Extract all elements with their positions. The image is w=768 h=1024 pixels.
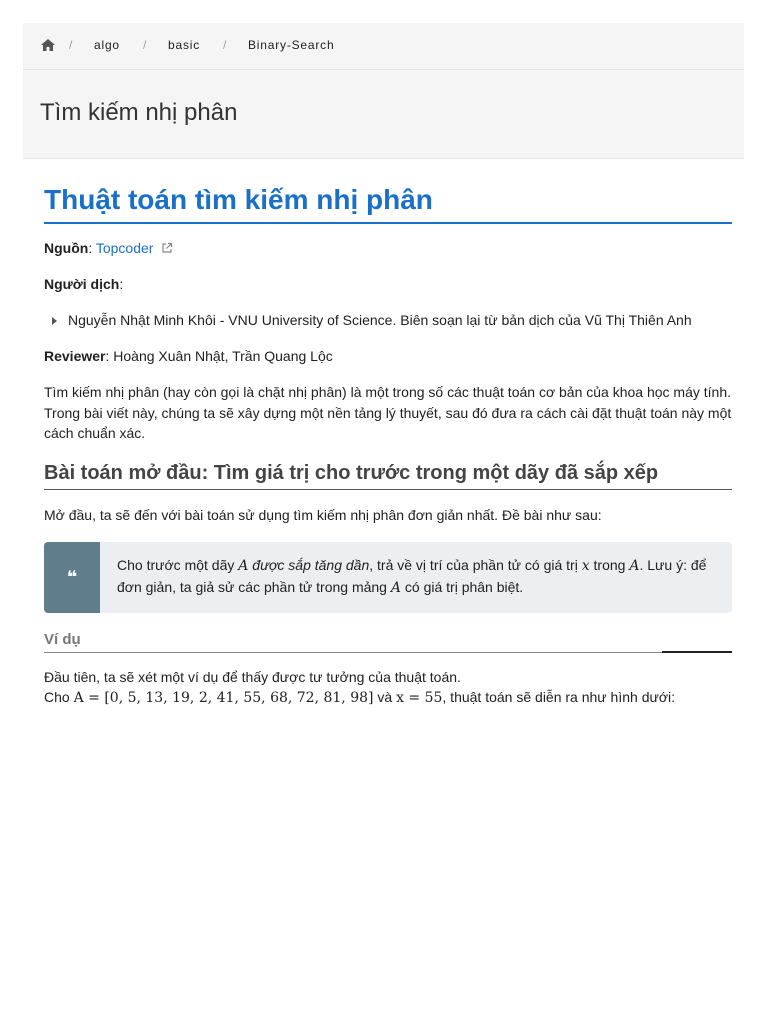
breadcrumb-separator: / xyxy=(69,38,74,52)
source-line: Nguồn: Topcoder xyxy=(44,238,173,258)
reviewer-line xyxy=(44,346,333,366)
article-title: Thuật toán tìm kiếm nhị phân xyxy=(44,184,433,215)
quote-text: Cho trước một dãy A được sắp tăng dần, trả về vị trí của phần tử có giá trị x trong A. Lưu ý: để đơn giản, ta giả sử các phần tử trong mảng A có giá trị phân biệt. xyxy=(117,557,707,596)
translator-line: Người dịch: xyxy=(44,276,124,292)
breadcrumb-separator: / xyxy=(223,38,228,52)
problem-quote xyxy=(44,542,732,613)
home-icon[interactable] xyxy=(41,39,55,51)
intro-paragraph: Tìm kiếm nhị phân (hay còn gọi là chặt nhị phân) là một trong số các thuật toán cơ bản của khoa học máy tính. Trong bài viết này, chúng ta sẽ xây dựng một nền tảng lý thuyết, sau đó đưa ra cách cài đặt thuật toán này một cách chuẩn xác. xyxy=(44,384,732,441)
page-title: Tìm kiếm nhị phân xyxy=(40,99,238,126)
bullet-triangle-icon xyxy=(52,317,57,325)
source-label: Nguồn xyxy=(44,240,89,256)
example-underline xyxy=(44,652,732,653)
title-underline xyxy=(44,222,732,224)
example-heading: Ví dụ xyxy=(44,631,81,648)
example-line-2: Cho A = [0, 5, 13, 19, 2, 41, 55, 68, 72, 81, 98] và x = 55, thuật toán sẽ diễn ra như hình dưới: xyxy=(44,689,676,706)
breadcrumb-separator: / xyxy=(143,38,148,52)
reviewer-label: Reviewer xyxy=(44,348,106,364)
quote-icon: ❝ xyxy=(44,542,100,613)
external-link-icon[interactable] xyxy=(161,242,173,254)
source-link[interactable]: Topcoder xyxy=(95,240,154,256)
section-underline xyxy=(44,489,732,490)
reviewer-value: : Hoàng Xuân Nhật, Trần Quang Lộc xyxy=(105,348,333,364)
section-intro: Mở đầu, ta sẽ đến với bài toán sử dụng tìm kiếm nhị phân đơn giản nhất. Đề bài như sau: xyxy=(44,507,602,523)
example-line-1: Đầu tiên, ta sẽ xét một ví dụ để thấy được tư tưởng của thuật toán. xyxy=(44,669,461,685)
translator-label: Người dịch xyxy=(44,276,120,292)
page-header xyxy=(23,23,744,159)
breadcrumb-item-algo[interactable]: algo xyxy=(94,38,120,52)
translator-item: Nguyễn Nhật Minh Khôi - VNU University of Science. Biên soạn lại từ bản dịch của Vũ Thị Thiên Anh xyxy=(68,312,692,328)
breadcrumb-item-binary-search[interactable]: Binary-Search xyxy=(248,38,335,52)
example-underline-accent xyxy=(662,651,732,653)
example-array: A = [0, 5, 13, 19, 2, 41, 55, 68, 72, 81, 98] xyxy=(73,690,374,706)
breadcrumb-item-basic[interactable]: basic xyxy=(168,38,201,52)
example-x: x = 55 xyxy=(396,690,443,706)
breadcrumb xyxy=(23,23,744,70)
section-heading: Bài toán mở đầu: Tìm giá trị cho trước trong một dãy đã sắp xếp xyxy=(44,462,659,484)
